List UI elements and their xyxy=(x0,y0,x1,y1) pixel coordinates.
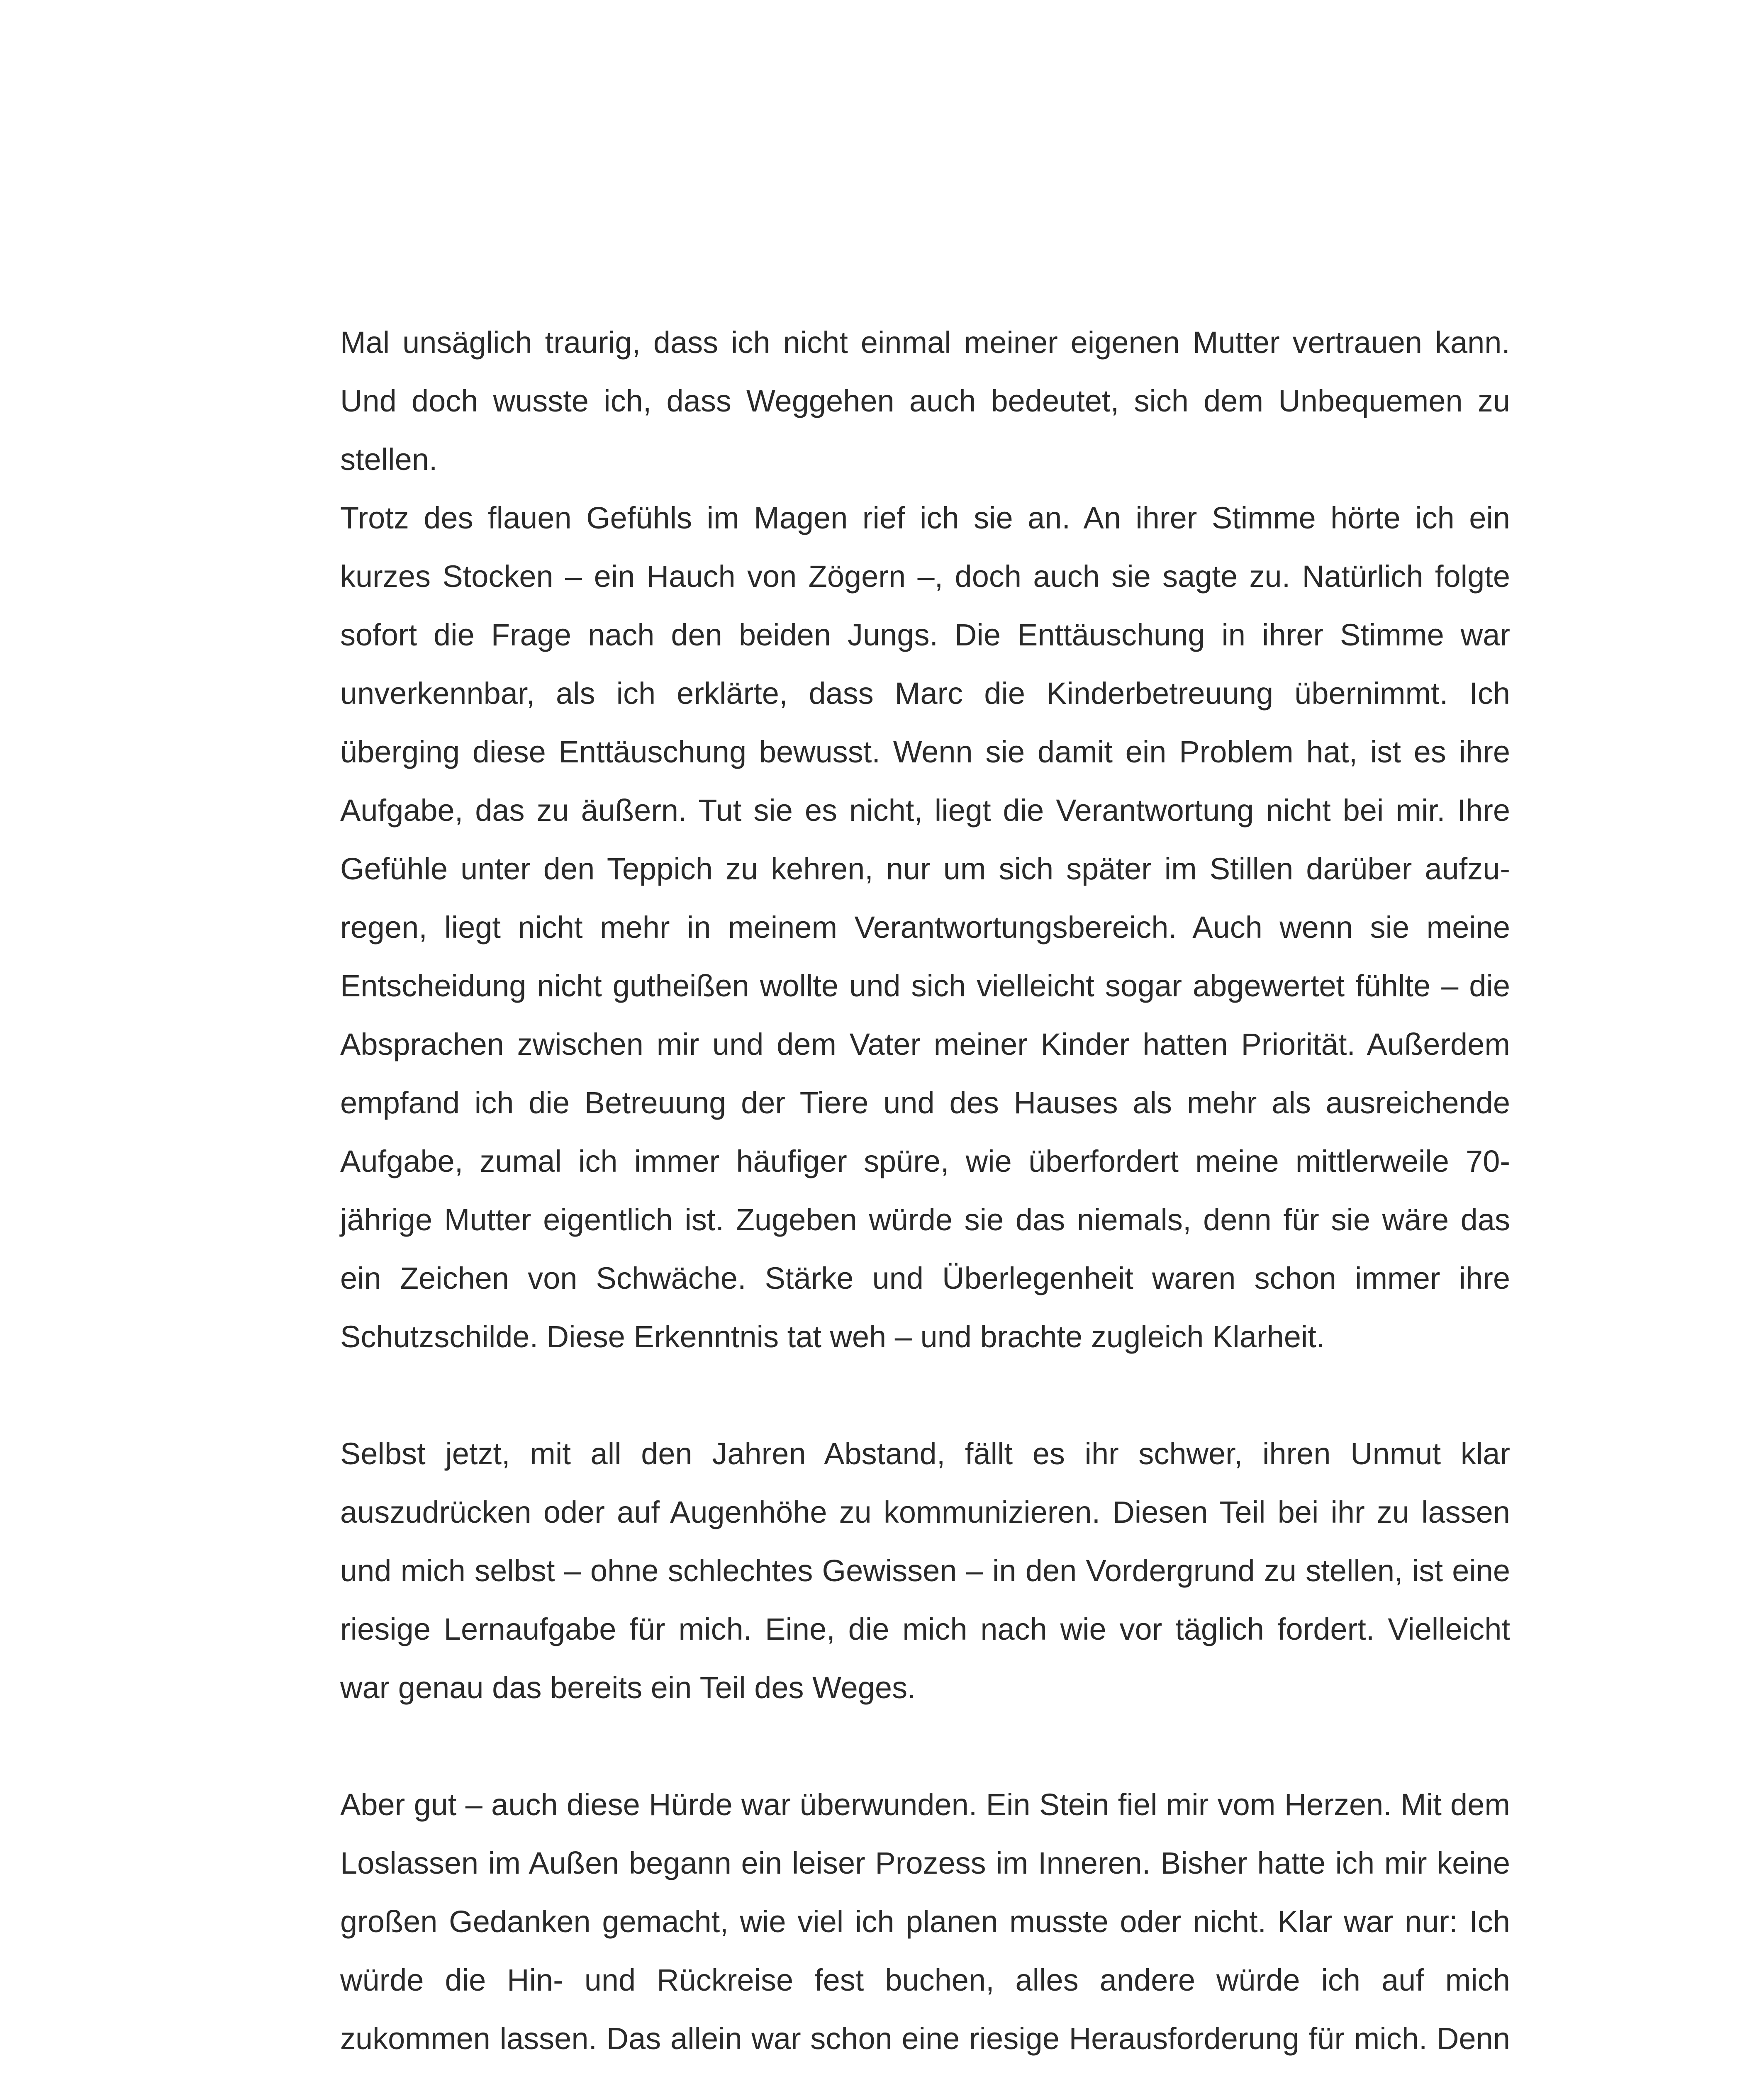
body-text xyxy=(340,313,1510,2074)
paragraph-2: Trotz des flauen Gefühls im Magen rief ich sie an. An ihrer Stimme hörte ich ein kurzes Stocken – ein Hauch von Zögern –, doch auch sie sagte zu. Natürlich folgte sofort die Frage nach den beiden Jungs. Die Enttäuschung in ihrer Stimme war unverkennbar, als ich erklärte, dass Marc die Kinderbetreuung übernimmt. Ich überging diese Enttäuschung bewusst. Wenn sie damit ein Problem hat, ist es ihre Aufgabe, das zu äußern. Tut sie es nicht, liegt die Verantwortung nicht bei mir. Ihre Gefühle unter den Teppich zu kehren, nur um sich später im Stillen darüber aufzuregen, liegt nicht mehr in meinem Verantwortungsbereich. Auch wenn sie meine Entscheidung nicht gutheißen wollte und sich vielleicht sogar abgewertet fühlte – die Absprachen zwischen mir und dem Vater meiner Kinder hatten Priorität. Außerdem empfand ich die Betreuung der Tiere und des Hauses als mehr als ausreichende Aufgabe, zumal ich immer häufiger spüre, wie überfordert meine mittlerweile 70-jährige Mutter eigentlich ist. Zugeben würde sie das niemals, denn für sie wäre das ein Zeichen von Schwäche. Stärke und Überlegenheit waren schon immer ihre Schutzschilde. Diese Erkenntnis tat weh – und brachte zugleich Klarheit. xyxy=(340,501,1510,1354)
paragraph-3: Selbst jetzt, mit all den Jahren Abstand, fällt es ihr schwer, ihren Unmut klar auszudrücken oder auf Augenhöhe zu kommunizieren. Diesen Teil bei ihr zu lassen und mich selbst – ohne schlechtes Gewissen – in den Vordergrund zu stellen, ist eine riesige Lernaufgabe für mich. Eine, die mich nach wie vor täglich fordert. Vielleicht war genau das bereits ein Teil des Weges. xyxy=(340,1436,1510,1705)
paragraph-gap xyxy=(340,1717,1510,1775)
paragraph-4: Aber gut – auch diese Hürde war überwunden. Ein Stein fiel mir vom Herzen. Mit dem Loslassen im Außen begann ein leiser Prozess im Inneren. Bisher hatte ich mir keine großen Gedanken gemacht, wie viel ich planen musste oder nicht. Klar war nur: Ich würde die Hin- und Rückreise fest buchen, alles andere würde ich auf mich zukommen lassen. Das allein war schon eine riesige Herausforderung für mich. Denn xyxy=(340,1787,1510,2056)
paragraph-gap xyxy=(340,1366,1510,1424)
paragraph-1: Mal unsäglich traurig, dass ich nicht einmal meiner eigenen Mutter vertrauen kann. Und doch wusste ich, dass Weggehen auch bedeutet, sich dem Unbequemen zu stellen. xyxy=(340,325,1510,477)
